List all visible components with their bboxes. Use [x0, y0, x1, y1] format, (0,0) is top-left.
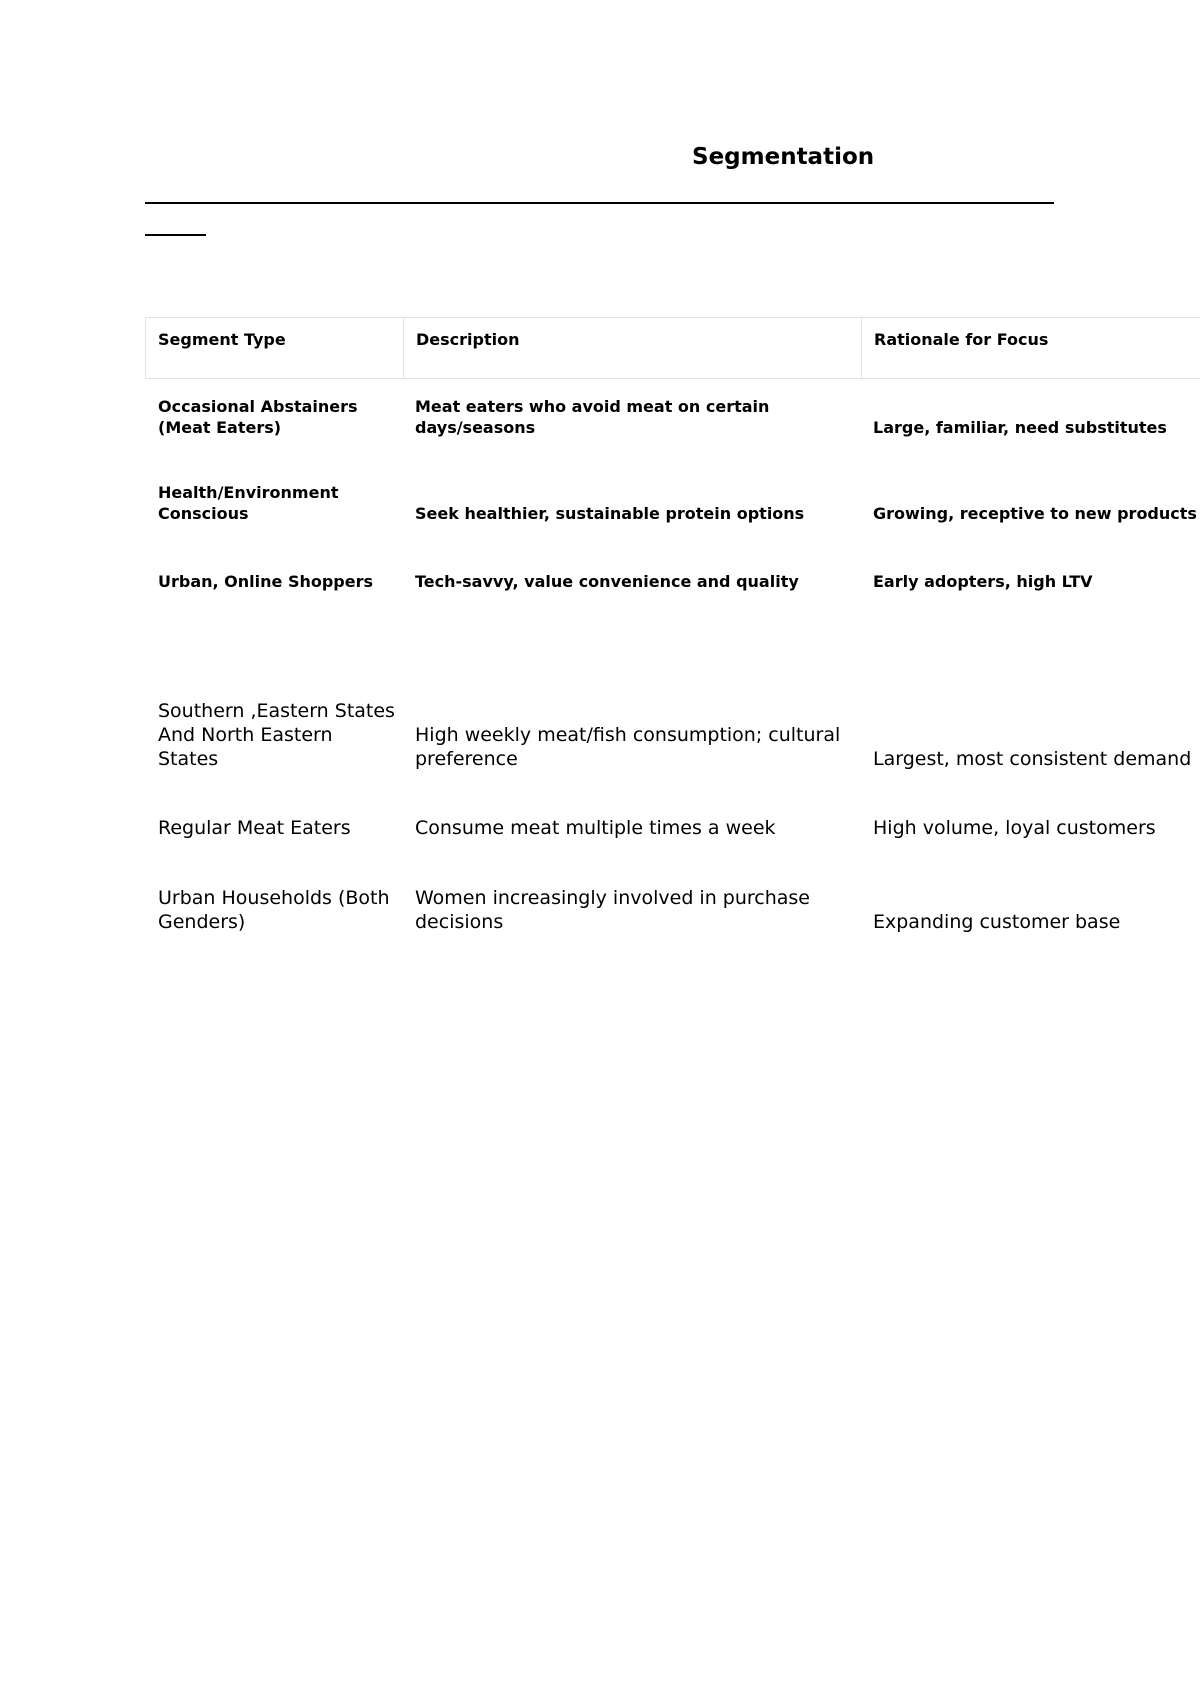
table-row — [145, 480, 1200, 524]
segment-type-cell: Occasional Abstainers (Meat Eaters) — [158, 397, 358, 437]
description-cell: High weekly meat/fish consumption; cultural preference — [415, 724, 841, 770]
segment-type-cell: Health/Environment Conscious — [158, 483, 339, 523]
rationale-cell: High volume, loyal customers — [873, 817, 1156, 839]
rationale-cell: Large, familiar, need substitutes — [873, 418, 1167, 437]
table-row — [145, 570, 1200, 592]
header-description: Description — [404, 318, 862, 378]
header-segment-type: Segment Type — [146, 318, 404, 378]
segment-type-line: Southern ,Eastern States — [158, 700, 395, 722]
rationale-cell: Growing, receptive to new products — [873, 504, 1197, 523]
description-cell: Seek healthier, sustainable protein options — [415, 504, 805, 523]
description-cell: Women increasingly involved in purchase decisions — [415, 887, 810, 933]
page-title: Segmentation — [692, 144, 875, 170]
title-underline-continuation — [145, 234, 206, 236]
segment-type-cell: Urban Households (Both Genders) — [158, 887, 390, 933]
title-underline — [145, 202, 1054, 204]
table-header-row — [145, 317, 1200, 379]
description-cell: Tech-savvy, value convenience and quality — [415, 572, 799, 591]
segment-type-cell: Regular Meat Eaters — [158, 817, 351, 839]
rationale-cell: Expanding customer base — [873, 911, 1121, 933]
table-row — [145, 884, 1200, 934]
rationale-cell: Largest, most consistent demand — [873, 748, 1192, 770]
segment-type-cell — [158, 699, 398, 771]
table-row — [145, 673, 1200, 771]
description-cell: Consume meat multiple times a week — [415, 817, 776, 839]
description-cell: Meat eaters who avoid meat on certain days/seasons — [415, 397, 770, 437]
table-row — [145, 393, 1200, 438]
segment-type-cell: Urban, Online Shoppers — [158, 572, 374, 591]
rationale-cell: Early adopters, high LTV — [873, 572, 1093, 591]
segment-type-line: And North Eastern States — [158, 724, 333, 770]
table-row — [145, 814, 1200, 840]
header-rationale: Rationale for Focus — [862, 318, 1200, 378]
